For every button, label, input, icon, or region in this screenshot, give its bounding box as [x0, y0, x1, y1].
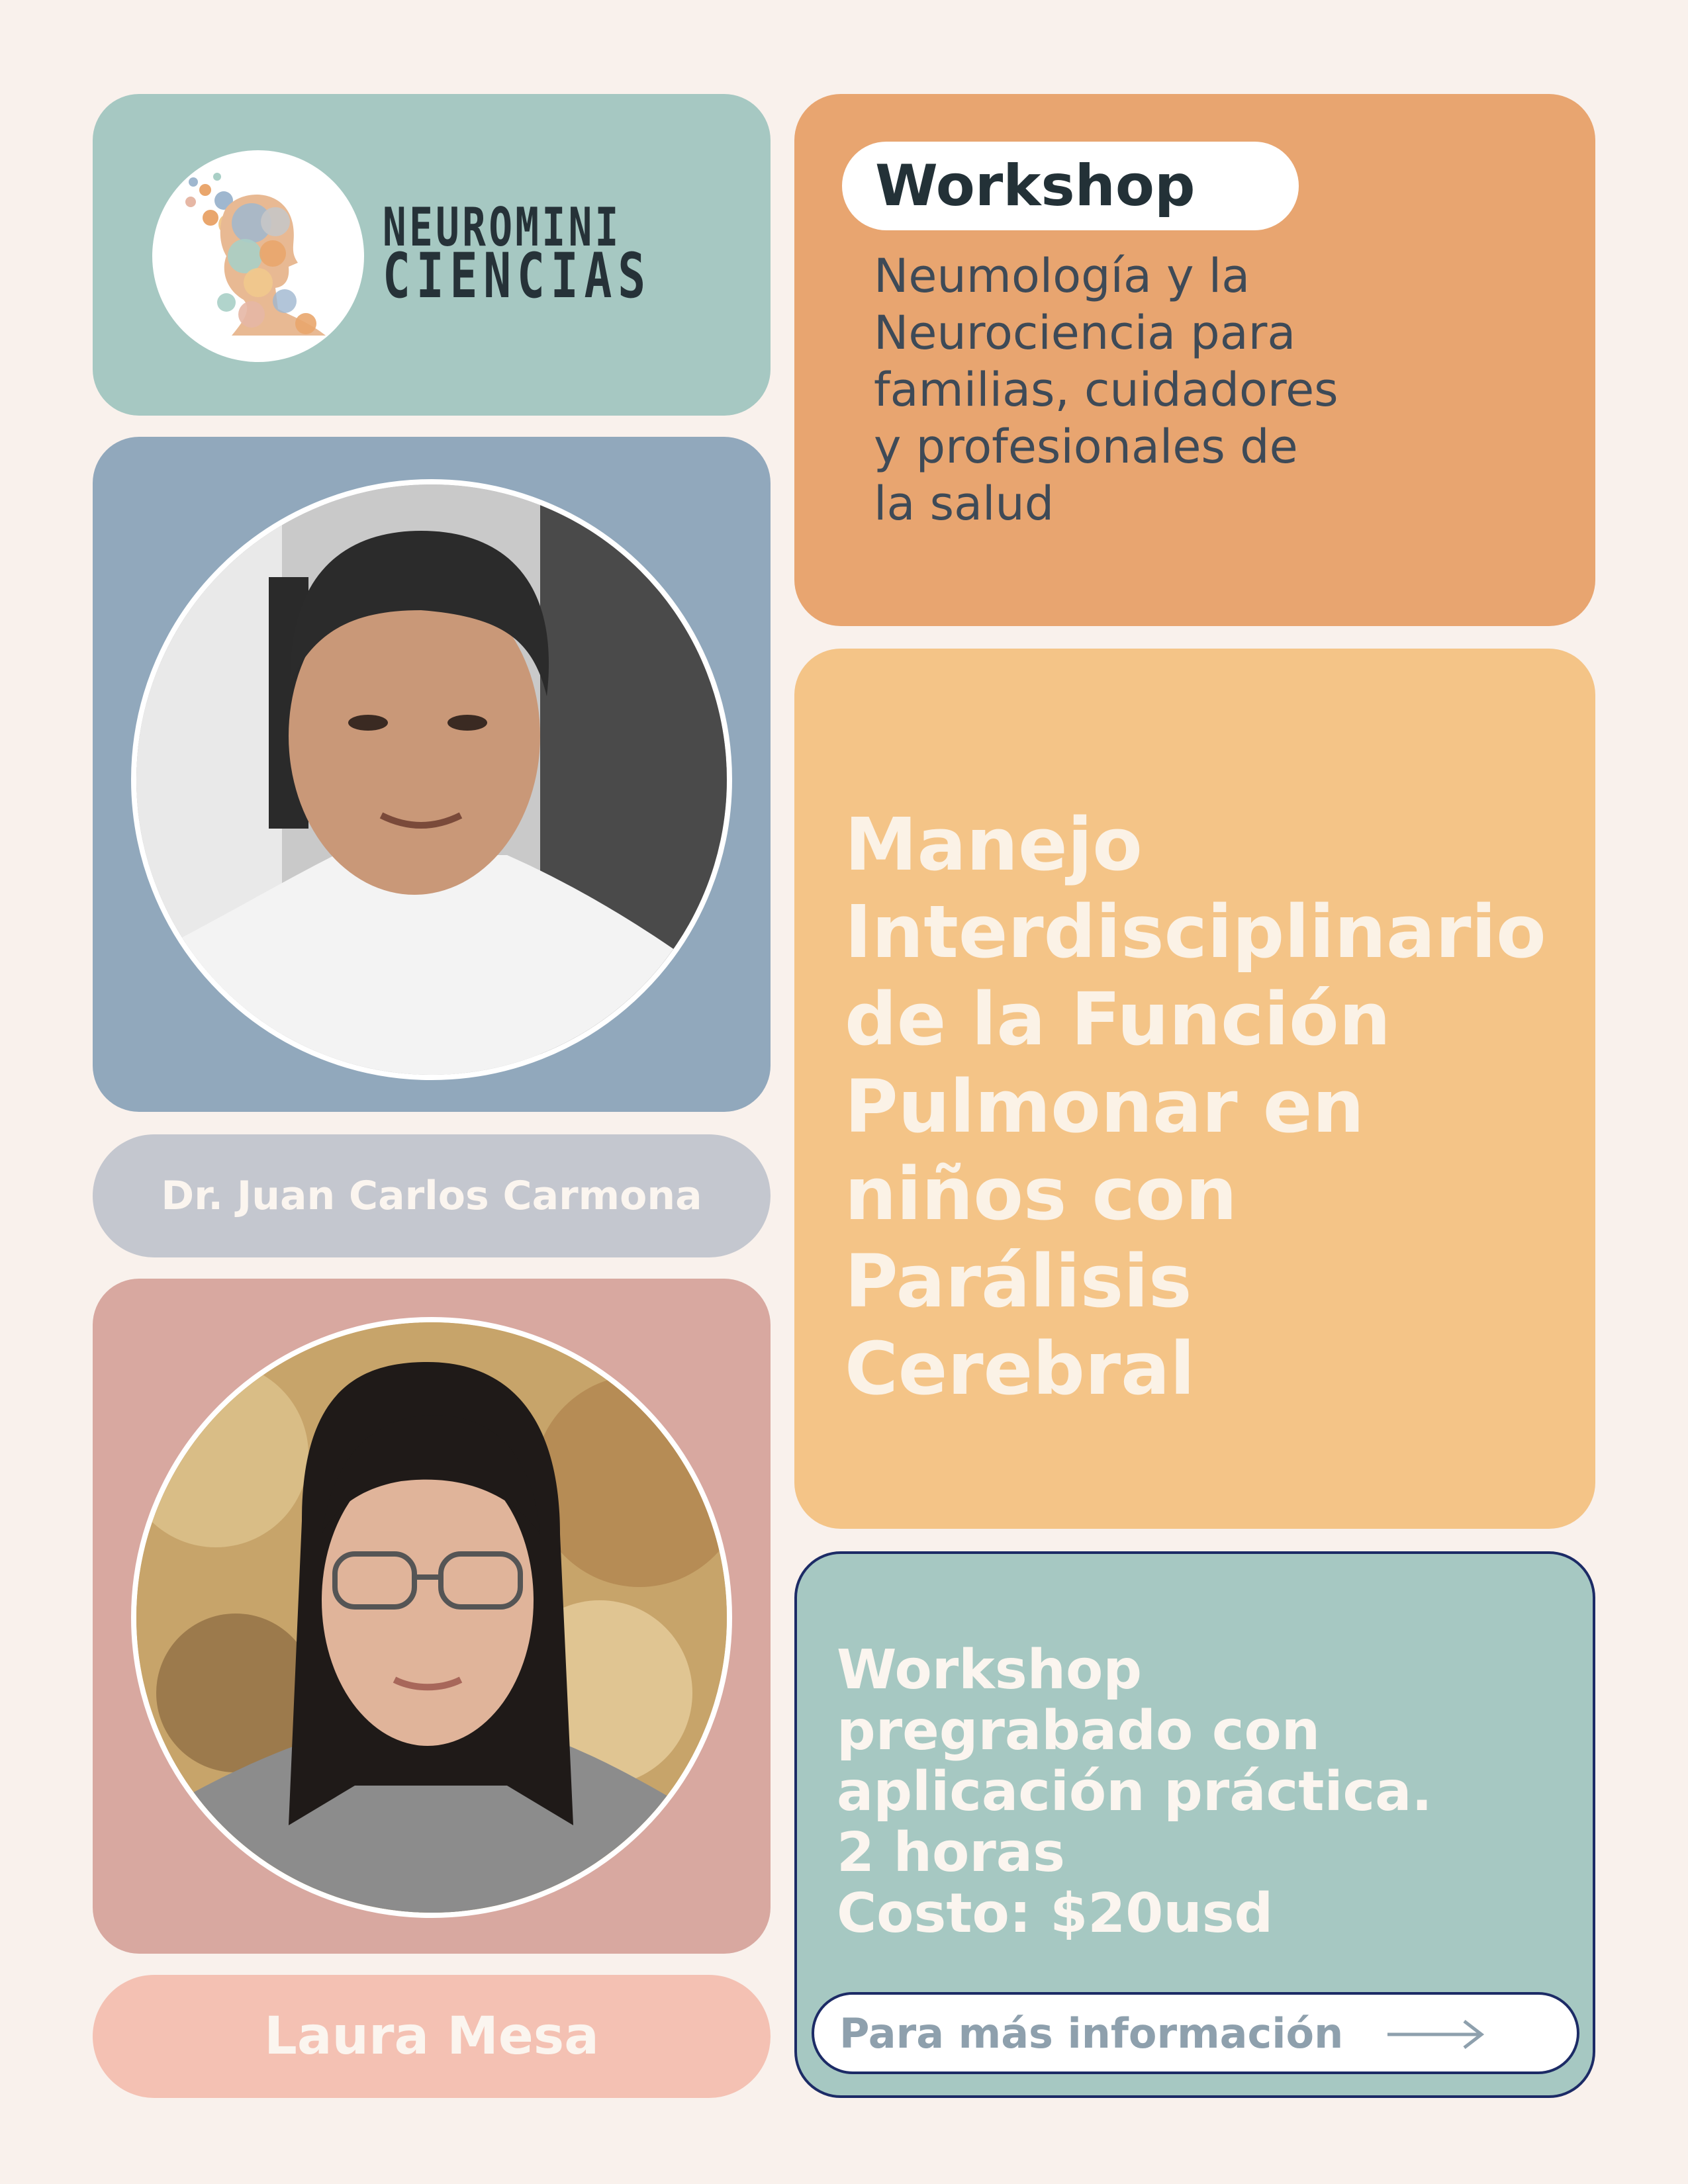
main-title-line: niños con — [845, 1152, 1237, 1236]
more-info-button[interactable] — [812, 1992, 1579, 2074]
speaker1-photo — [131, 479, 732, 1080]
info-line: Workshop — [837, 1639, 1143, 1702]
workshop-card — [794, 94, 1595, 626]
title-card — [794, 649, 1595, 1529]
speaker2-name: Laura Mesa — [264, 2007, 599, 2066]
speaker2-photo-card — [93, 1279, 771, 1954]
workshop-description-line: familias, cuidadores — [874, 363, 1338, 417]
workshop-description-line: y profesionales de — [874, 420, 1298, 474]
logo-card — [93, 94, 771, 416]
info-line: 2 horas — [837, 1821, 1065, 1884]
speaker1-photo-card — [93, 437, 771, 1112]
info-line: pregrabado con — [837, 1700, 1321, 1762]
speaker2-photo — [131, 1317, 732, 1918]
more-info-label: Para más información — [839, 2009, 1344, 2058]
main-title — [845, 801, 1586, 1412]
speaker2-name-pill — [93, 1975, 771, 2098]
logo-wordmark — [383, 197, 746, 312]
main-title-line: Cerebral — [845, 1326, 1196, 1411]
main-title-line: Interdisciplinario — [845, 889, 1546, 974]
workshop-badge — [842, 142, 1299, 230]
workshop-description-line: la salud — [874, 477, 1055, 531]
main-title-line: de la Función — [845, 977, 1391, 1062]
workshop-description-line: Neurociencia para — [874, 306, 1296, 360]
main-title-line: Parálisis — [845, 1239, 1192, 1324]
main-title-line: Manejo — [845, 802, 1143, 887]
main-title-line: Pulmonar en — [845, 1064, 1364, 1149]
arrow-right-icon — [1383, 2015, 1489, 2054]
speaker1-name-pill — [93, 1134, 771, 1257]
workshop-badge-label: Workshop — [875, 153, 1196, 219]
workshop-description — [874, 248, 1582, 532]
info-card — [794, 1551, 1595, 2098]
logo-head-icon — [152, 150, 364, 362]
info-line: Costo: $20usd — [837, 1882, 1274, 1945]
speaker1-name: Dr. Juan Carlos Carmona — [161, 1173, 702, 1219]
workshop-description-line: Neumología y la — [874, 249, 1250, 303]
logo-text-line2: CIENCIAS — [383, 240, 652, 312]
info-line: aplicación práctica. — [837, 1760, 1432, 1823]
logo-text-line1: NEUROMINI — [383, 197, 622, 258]
info-text — [837, 1640, 1565, 1944]
